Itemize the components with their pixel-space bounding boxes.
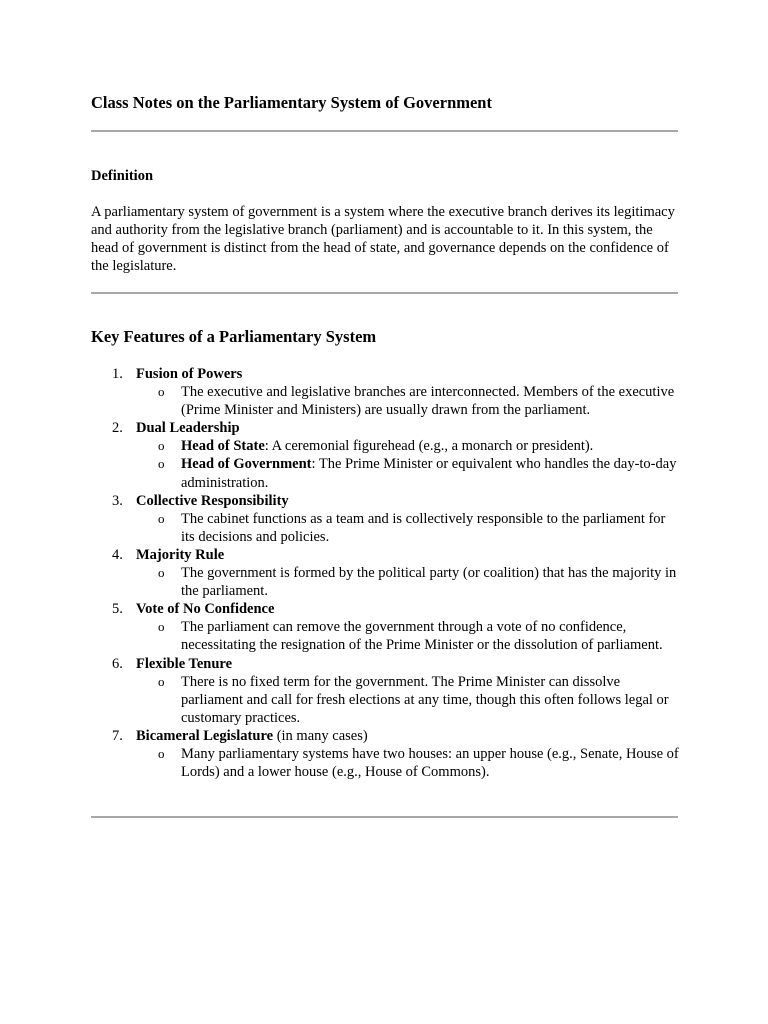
feature-title: Flexible Tenure xyxy=(136,655,233,672)
feature-point xyxy=(136,437,681,455)
feature-points xyxy=(136,383,681,419)
feature-points xyxy=(136,673,681,727)
feature-point xyxy=(136,673,681,727)
feature-number: 7. xyxy=(112,727,123,744)
bullet-icon: o xyxy=(158,673,165,689)
horizontal-rule xyxy=(91,130,678,132)
feature-point xyxy=(136,564,681,600)
feature-title: Majority Rule xyxy=(136,546,225,563)
point-text: Many parliamentary systems have two houses: an upper house (e.g., Senate, House of Lords) and a lower house (e.g., House of Commons). xyxy=(181,745,679,781)
feature-number: 6. xyxy=(112,655,123,672)
point-text: : The Prime Minister or equivalent who handles the day-to-day administration. xyxy=(181,456,677,491)
feature-number: 5. xyxy=(112,601,123,618)
feature-item xyxy=(91,419,681,491)
point-text: The cabinet functions as a team and is collectively responsible to the parliament for its decisions and policies. xyxy=(181,510,666,545)
bullet-icon: o xyxy=(158,456,165,472)
feature-note: (in many cases) xyxy=(273,727,368,744)
point-text: The parliament can remove the government through a vote of no confidence, necessitating the resignation of the Prime Minister or the dissolution of parliament. xyxy=(181,619,663,654)
point-label: Head of State xyxy=(181,438,265,455)
bullet-icon: o xyxy=(158,565,165,581)
feature-number: 2. xyxy=(112,420,123,437)
horizontal-rule xyxy=(91,292,678,294)
features-heading: Key Features of a Parliamentary System xyxy=(91,327,377,346)
feature-title: Dual Leadership xyxy=(136,420,240,437)
bullet-icon: o xyxy=(158,619,165,635)
feature-point xyxy=(136,455,681,491)
feature-title: Fusion of Powers xyxy=(136,366,243,382)
feature-title: Vote of No Confidence xyxy=(136,601,275,618)
point-label: Head of Government xyxy=(181,456,312,473)
features-list xyxy=(91,365,681,781)
feature-item xyxy=(91,727,681,781)
bullet-icon: o xyxy=(158,384,165,400)
feature-title: Collective Responsibility xyxy=(136,492,289,509)
feature-number: 1. xyxy=(112,366,123,382)
feature-title: Bicameral Legislature xyxy=(136,727,274,744)
feature-number: 4. xyxy=(112,546,123,563)
point-text: : A ceremonial figurehead (e.g., a monarch or president). xyxy=(264,438,594,455)
point-text: The executive and legislative branches are interconnected. Members of the executive (Prime Minister and Ministers) are usually drawn from the parliament. xyxy=(181,384,675,419)
feature-item xyxy=(91,655,681,727)
bullet-icon: o xyxy=(158,745,165,761)
feature-points xyxy=(136,437,681,491)
feature-points xyxy=(136,745,681,781)
document-title: Class Notes on the Parliamentary System of Government xyxy=(91,93,492,112)
feature-points xyxy=(136,618,681,654)
feature-point xyxy=(136,510,681,546)
feature-number: 3. xyxy=(112,492,123,509)
feature-point xyxy=(136,618,681,654)
feature-points xyxy=(136,564,681,600)
point-text: The government is formed by the political party (or coalition) that has the majority in the parliament. xyxy=(181,565,677,600)
feature-point xyxy=(136,383,681,419)
feature-points xyxy=(136,510,681,546)
feature-item xyxy=(91,546,681,600)
definition-heading: Definition xyxy=(91,168,154,184)
definition-text: A parliamentary system of government is a system where the executive branch derives its legitimacy and authority from the legislative branch (parliament) and is accountable to it. In this system, the head of government is distinct from the head of state, and governance depends on the confidence of the legislature. xyxy=(91,204,675,274)
point-text: There is no fixed term for the government. The Prime Minister can dissolve parliament and call for fresh elections at any time, though this often follows legal or customary practices. xyxy=(181,673,669,726)
feature-item xyxy=(91,600,681,654)
bullet-icon: o xyxy=(158,510,165,526)
feature-point xyxy=(136,745,681,781)
bullet-icon: o xyxy=(158,438,165,454)
feature-item xyxy=(91,365,681,419)
horizontal-rule xyxy=(91,816,678,818)
feature-item xyxy=(91,492,681,546)
